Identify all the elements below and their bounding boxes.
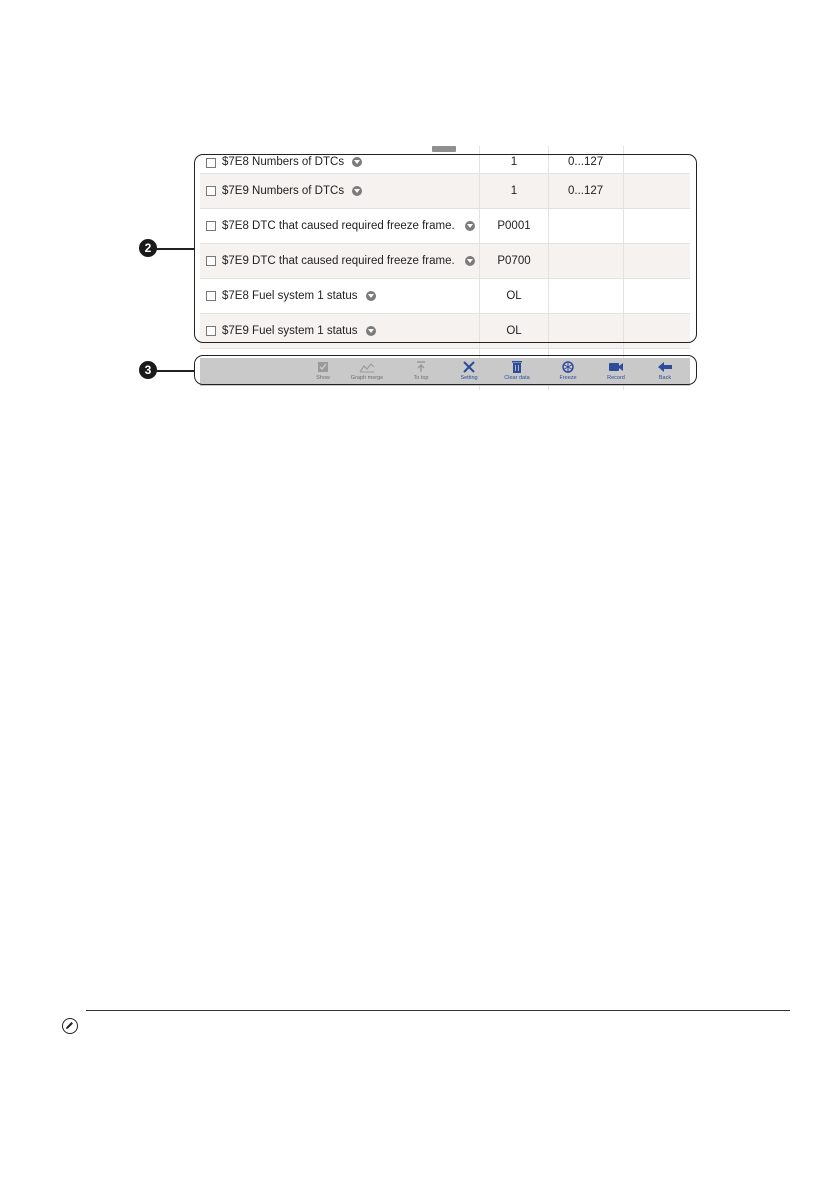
callout-connector [156,248,194,250]
pencil-icon [62,1018,78,1034]
setting-label: Setting [460,375,478,381]
row-value: OL [506,290,522,302]
row-name: $7E9 DTC that caused required freeze frame. [222,255,455,267]
clear-data-label: Clear data [504,375,530,381]
callout-badge: 2 [139,239,157,257]
row-value: 1 [510,156,518,168]
row-name: $7E8 Fuel system 1 status [222,290,358,302]
row-value: P0700 [497,255,531,267]
row-value: P0001 [497,220,531,232]
record-label: Record [607,375,625,381]
graph-merge-label: Graph merge [350,375,384,381]
note-divider [86,1010,790,1011]
back-label: Back [658,375,672,381]
row-name: $7E8 DTC that caused required freeze frame. [222,220,455,232]
callout-connector [156,370,194,372]
callout-badge: 3 [139,361,157,379]
row-range: 0...127 [568,185,604,197]
row-name: $7E9 Numbers of DTCs [222,185,345,197]
row-value: OL [506,325,522,337]
freeze-label: Freeze [559,375,577,381]
row-name: $7E9 Fuel system 1 status [222,325,358,337]
show-label: Show [316,375,330,381]
row-range: 0...127 [568,156,604,168]
row-name: $7E8 Numbers of DTCs [222,156,345,168]
to-top-label: To top [413,375,429,381]
callout-box-table [194,154,697,343]
row-value: 1 [510,185,518,197]
callout-box-toolbar [194,355,697,385]
